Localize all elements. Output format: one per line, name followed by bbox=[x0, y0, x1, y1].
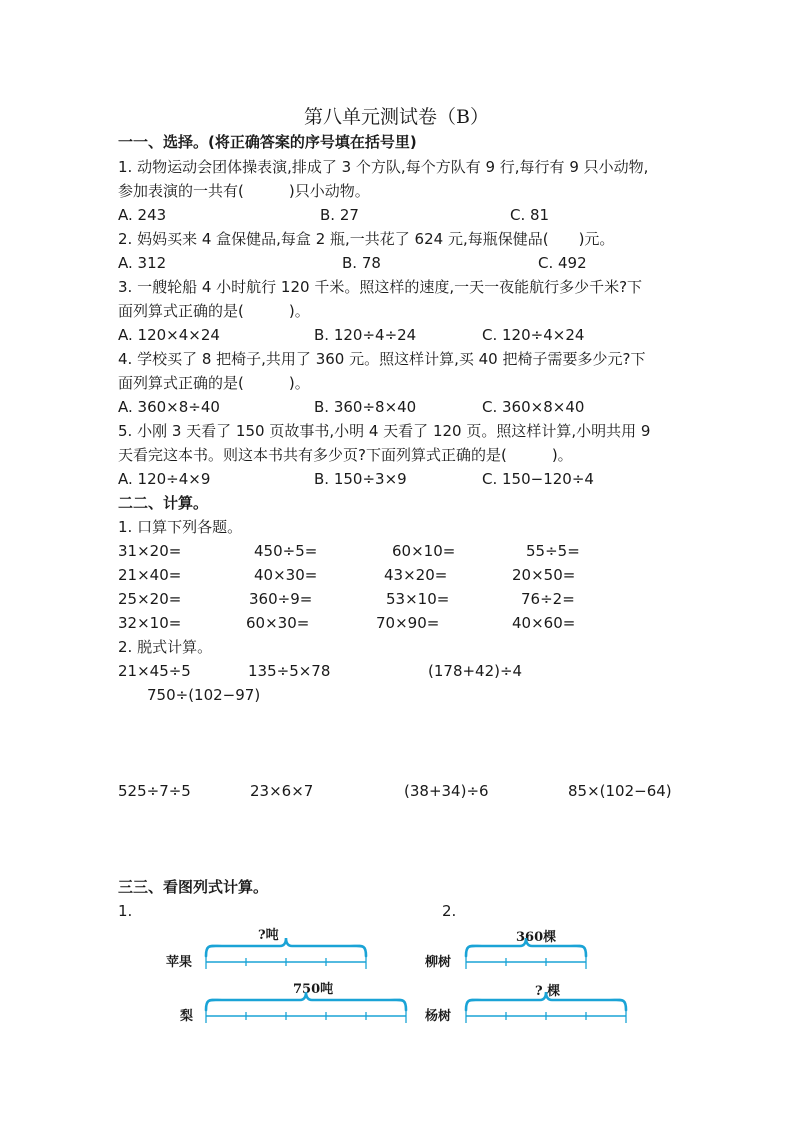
oral-item: 40×30= bbox=[254, 566, 318, 584]
q5-line2: 天看完这本书。则这本书共有多少页?下面列算式正确的是( )。 bbox=[118, 446, 573, 464]
q3-option-a: A. 120×4×24 bbox=[118, 326, 220, 344]
oral-item: 40×60= bbox=[512, 614, 576, 632]
q3-option-b: B. 120÷4÷24 bbox=[314, 326, 417, 344]
figure-1-number: 1. bbox=[118, 902, 133, 920]
q5-line1: 5. 小刚 3 天看了 150 页故事书,小明 4 天看了 120 页。照这样计算,小明共用 9 bbox=[118, 422, 651, 440]
brace bbox=[206, 992, 406, 1010]
step-calc-title: 2. 脱式计算。 bbox=[118, 638, 213, 656]
oral-item: 32×10= bbox=[118, 614, 182, 632]
oral-calc-title: 1. 口算下列各题。 bbox=[118, 518, 243, 536]
section-3-heading: 三三、看图列式计算。 bbox=[118, 878, 269, 896]
oral-item: 25×20= bbox=[118, 590, 182, 608]
q5-option-c: C. 150−120÷4 bbox=[482, 470, 594, 488]
brace bbox=[206, 938, 366, 956]
oral-item: 60×10= bbox=[392, 542, 456, 560]
q4-option-b: B. 360÷8×40 bbox=[314, 398, 417, 416]
q3-line1: 3. 一艘轮船 4 小时航行 120 千米。照这样的速度,一天一夜能航行多少千米?下 bbox=[118, 278, 643, 296]
figure-2-top-segment bbox=[466, 938, 586, 969]
oral-item: 60×30= bbox=[246, 614, 310, 632]
q2-option-c: C. 492 bbox=[538, 254, 587, 272]
section-1-heading: 一一、选择。(将正确答案的序号填在括号里) bbox=[118, 133, 417, 151]
figure-1-top-label: 苹果 bbox=[166, 955, 193, 970]
q1-option-a: A. 243 bbox=[118, 206, 167, 224]
brace bbox=[466, 938, 586, 956]
q1-line2: 参加表演的一共有( )只小动物。 bbox=[118, 182, 370, 200]
oral-item: 31×20= bbox=[118, 542, 182, 560]
step-calc-item: 135÷5×78 bbox=[248, 662, 331, 680]
oral-item: 360÷9= bbox=[249, 590, 313, 608]
figure-2-bottom-label: 杨树 bbox=[425, 1009, 452, 1024]
oral-item: 21×40= bbox=[118, 566, 182, 584]
step-calc-item: 23×6×7 bbox=[250, 782, 314, 800]
q1-option-b: B. 27 bbox=[320, 206, 359, 224]
q4-option-c: C. 360×8×40 bbox=[482, 398, 585, 416]
q1-option-c: C. 81 bbox=[510, 206, 550, 224]
figure-2-bottom-value: ? 棵 bbox=[535, 984, 561, 999]
q2-line1: 2. 妈妈买来 4 盒保健品,每盒 2 瓶,一共花了 624 元,每瓶保健品( )元。 bbox=[118, 230, 615, 248]
figure-1-top-value: ?吨 bbox=[258, 928, 279, 943]
figure-1-top-segment bbox=[206, 938, 366, 969]
page-title: 第八单元测试卷（B） bbox=[304, 106, 489, 128]
figure-1-bottom-value: 750吨 bbox=[293, 982, 334, 997]
q1-line1: 1. 动物运动会团体操表演,排成了 3 个方队,每个方队有 9 行,每行有 9 只小动物, bbox=[118, 158, 649, 176]
q3-option-c: C. 120÷4×24 bbox=[482, 326, 585, 344]
oral-item: 55÷5= bbox=[526, 542, 580, 560]
step-calc-item: (38+34)÷6 bbox=[404, 782, 489, 800]
step-calc-item: 525÷7÷5 bbox=[118, 782, 191, 800]
oral-item: 43×20= bbox=[384, 566, 448, 584]
oral-item: 20×50= bbox=[512, 566, 576, 584]
oral-item: 53×10= bbox=[386, 590, 450, 608]
q4-line2: 面列算式正确的是( )。 bbox=[118, 374, 310, 392]
q2-option-a: A. 312 bbox=[118, 254, 167, 272]
figure-2-bottom-segment bbox=[466, 992, 626, 1023]
q2-option-b: B. 78 bbox=[342, 254, 381, 272]
q5-option-b: B. 150÷3×9 bbox=[314, 470, 407, 488]
step-calc-item: 750÷(102−97) bbox=[147, 686, 261, 704]
q5-option-a: A. 120÷4×9 bbox=[118, 470, 211, 488]
step-calc-item: 21×45÷5 bbox=[118, 662, 191, 680]
step-calc-item: (178+42)÷4 bbox=[428, 662, 523, 680]
q4-option-a: A. 360×8÷40 bbox=[118, 398, 220, 416]
figure-1-bottom-label: 梨 bbox=[180, 1009, 194, 1024]
brace bbox=[466, 992, 626, 1010]
section-2-heading: 二二、计算。 bbox=[118, 494, 209, 512]
q4-line1: 4. 学校买了 8 把椅子,共用了 360 元。照这样计算,买 40 把椅子需要多少元?下 bbox=[118, 350, 646, 368]
oral-item: 76÷2= bbox=[521, 590, 575, 608]
oral-item: 450÷5= bbox=[254, 542, 318, 560]
q3-line2: 面列算式正确的是( )。 bbox=[118, 302, 310, 320]
step-calc-item: 85×(102−64) bbox=[568, 782, 672, 800]
figure-1-bottom-segment bbox=[206, 992, 406, 1023]
figure-2-top-value: 360棵 bbox=[516, 930, 557, 945]
oral-item: 70×90= bbox=[376, 614, 440, 632]
figure-2-number: 2. bbox=[442, 902, 457, 920]
figure-2-top-label: 柳树 bbox=[425, 955, 452, 970]
